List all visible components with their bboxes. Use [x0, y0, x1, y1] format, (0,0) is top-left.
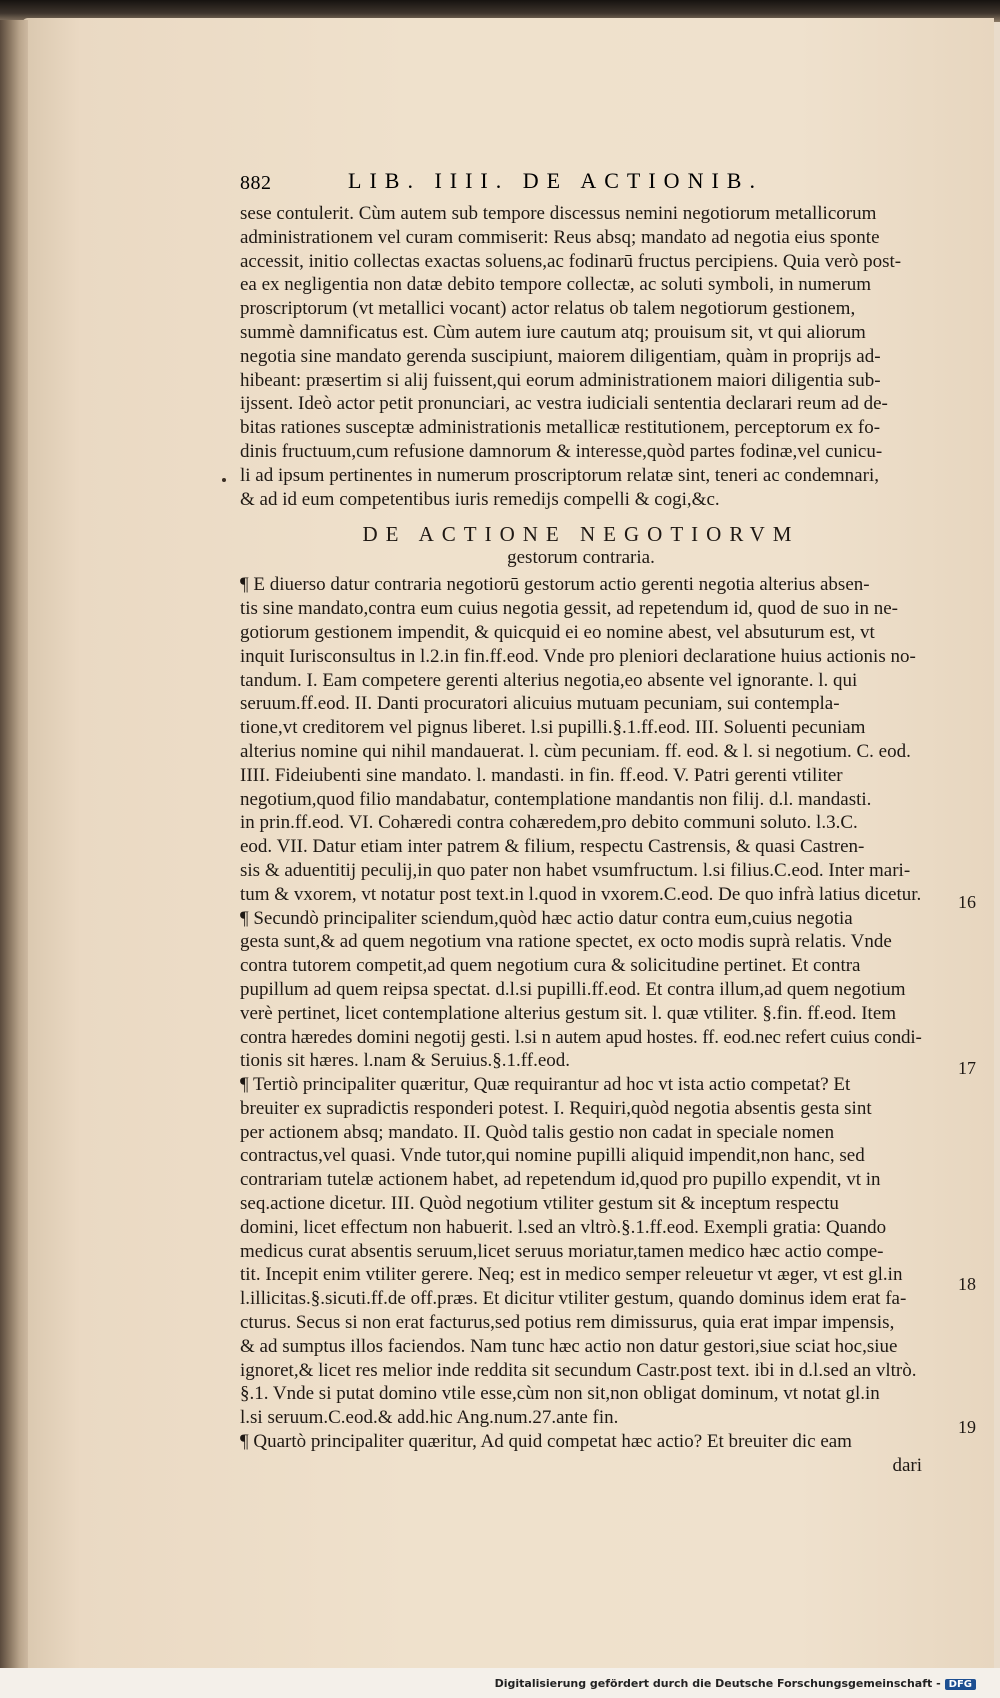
text-line: eod. VII. Datur etiam inter patrem & filium, respectu Castrensis, & quasi Castren- [240, 836, 865, 858]
digitization-credit [495, 1677, 976, 1690]
paragraph-3 [240, 907, 922, 1074]
margin-number-16: 16 [958, 892, 976, 912]
text-line: ¶ Quartò principaliter quæritur, Ad quid competat hæc actio? Et breuiter dic eam [240, 1431, 852, 1453]
book-edge [0, 20, 28, 1670]
text-line: per actionem absq; mandato. II. Quòd talis gestio non cadat in speciale nomen [240, 1121, 835, 1143]
text-line: ignoret,& licet res melior inde reddita sit secundum Castr.post text. ibi in d.l.sed an vltrò. [240, 1359, 917, 1381]
text-line: medicus curat absentis seruum,licet seruus moriatur,tamen medico hæc actio compe- [240, 1240, 884, 1262]
text-line: tionis sit hæres. l.nam & Seruius.§.1.ff.eod. [240, 1050, 571, 1072]
text-line: §.1. Vnde si putat domino vtile esse,cùm non sit,non obligat dominum, vt notat gl.in [240, 1383, 880, 1405]
text-line: contra hæredes domini negotij gesti. l.si n autem apud hostes. ff. eod.nec refert cuius condi- [240, 1026, 922, 1048]
text-line: ¶ Secundò principaliter sciendum,quòd hæc actio datur contra eum,cuius negotia [240, 907, 853, 929]
text-line: tione,vt creditorem vel pignus liberet. l.si pupilli.§.1.ff.eod. III. Soluenti pecuniam [240, 717, 866, 739]
text-line: ijssent. Ideò actor petit pronunciari, ac vestra iudiciali sententia declarari reum ad de- [240, 393, 888, 415]
paragraph-2 [240, 573, 922, 906]
text-line: contrariam tutelæ actionem habet, ad repetendum id,quod pro pupillo expendit, vt in [240, 1169, 881, 1191]
text-line: ea ex negligentia non datæ debito tempore collectæ, ac soluti symboli, in numerum [240, 274, 872, 296]
paragraph-1 [240, 202, 922, 511]
text-line: & ad sumptus illos faciendos. Nam tunc hæc actio non datur gestori,siue sciat hoc,siue [240, 1335, 898, 1357]
text-line: pupillum ad quem reipsa spectat. d.l.si pupilli.ff.eod. Et contra illum,ad quem negotium [240, 978, 906, 1000]
text-line: tandum. I. Eam competere gerenti alterius negotia,eo absente vel ignorante. l. qui [240, 669, 858, 691]
ink-dot [222, 478, 226, 482]
text-line: verè pertinet, licet contemplatione alterius gestum sit. l. quæ vtiliter. §.fin. ff.eod. Item [240, 1002, 897, 1024]
text-line: cturus. Secus si non erat facturus,sed potius rem dimissurus, quia erat impar impensis, [240, 1312, 895, 1334]
text-line: sese contulerit. Cùm autem sub tempore discessus nemini negotiorum metallicorum [240, 203, 877, 224]
text-line: bitas rationes susceptæ administrationis metallicæ restitutionem, perceptorum ex fo- [240, 417, 881, 439]
text-line: negotium,quod filio mandabatur, contemplatione mandantis non filij. d.l. mandasti. [240, 788, 872, 810]
page-body [240, 202, 922, 1478]
text-line: seq.actione dicetur. III. Quòd negotium vtiliter gestum sit & inceptum respectu [240, 1193, 839, 1215]
text-line: seruum.ff.eod. II. Danti procuratori alicuius mutuam pecuniam, sui contempla- [240, 693, 840, 715]
text-line: accessit, initio collectas exactas soluens,ac fodinarū fructus percipiens. Quia verò post- [240, 250, 902, 272]
page-number: 882 [240, 172, 272, 194]
text-line: IIII. Fideiubenti sine mandato. l. mandasti. in fin. ff.eod. V. Patri gerenti vtiliter [240, 764, 843, 786]
text-line: in prin.ff.eod. VI. Cohæredi contra cohæredem,pro debito communi soluto. l.3.C. [240, 812, 858, 834]
dfg-logo: DFG [945, 1679, 976, 1690]
margin-number-17: 17 [958, 1058, 976, 1078]
text-line: administrationem vel curam commiserit: Reus absq; mandato ad negotia eius sponte [240, 226, 880, 248]
text-line: dinis fructuum,cum refusione damnorum & interesse,quòd partes fodinæ,vel cunicu- [240, 440, 883, 462]
page-header [240, 168, 922, 200]
text-line: alterius nomine qui nihil mandauerat. l. cùm pecuniam. ff. eod. & l. si negotium. C. eod. [240, 740, 911, 762]
text-line: summè damnificatus est. Cùm autem iure cautum atq; prouisum sit, vt qui aliorum [240, 321, 866, 343]
text-line: gesta sunt,& ad quem negotium vna ratione spectet, ex octo modis suprà relatis. Vnde [240, 931, 892, 953]
text-line: l.illicitas.§.sicuti.ff.de off.præs. Et dicitur vtiliter gestum, quando dominus idem erat fa- [240, 1288, 907, 1310]
paragraph-5 [240, 1430, 922, 1478]
credit-text: Digitalisierung gefördert durch die Deutsche Forschungsgemeinschaft - [494, 1677, 941, 1690]
paragraph-4 [240, 1073, 922, 1430]
section-subtitle: gestorum contraria. [507, 547, 655, 569]
margin-number-18: 18 [958, 1274, 976, 1294]
running-head: LIB. IIII. DE ACTIONIB. [348, 168, 763, 193]
text-line: tum & vxorem, vt notatur post text.in l.quod in vxorem.C.eod. De quo infrà latius dicetur. [240, 883, 922, 905]
text-line: tis sine mandato,contra eum cuius negotia gessit, ad repetendum id, quod de suo in ne- [240, 598, 898, 620]
text-line: li ad ipsum pertinentes in numerum proscriptorum relatæ sint, teneri ac condemnari, [240, 464, 879, 486]
text-line: domini, licet effectum non habuerit. l.sed an vltrò.§.1.ff.eod. Exempli gratia: Quando [240, 1216, 887, 1238]
margin-number-19: 19 [958, 1417, 976, 1437]
text-line: ¶ E diuerso datur contraria negotiorū gestorum actio gerenti negotia alterius absen- [240, 574, 870, 596]
text-line: hibeant: præsertim si alij fuissent,qui eorum administrationem maiori diligentia sub- [240, 369, 881, 391]
text-line: & ad id eum competentibus iuris remedijs compelli & cogi,&c. [240, 488, 720, 510]
text-line: l.si seruum.C.eod.& add.hic Ang.num.27.ante fin. [240, 1407, 619, 1429]
text-line: sis & aduentitij peculij,in quo pater non habet vsumfructum. l.si filius.C.eod. Inter mari- [240, 859, 911, 881]
text-line: contractus,vel quasi. Vnde tutor,qui nomine pupilli aliquid impendit,non hanc, sed [240, 1145, 865, 1167]
text-line: gotiorum gestionem impendit, & quicquid ei eo nomine abest, vel absuturum est, vt [240, 621, 875, 643]
catchword: dari [892, 1454, 922, 1476]
text-line: ¶ Tertiò principaliter quæritur, Quæ requirantur ad hoc vt ista actio competat? Et [240, 1074, 851, 1096]
section-title: DE ACTIONE NEGOTIORVM [362, 522, 800, 547]
text-line: breuiter ex supradictis responderi potest. I. Requiri,quòd negotia absentis gesta sint [240, 1097, 872, 1119]
text-line: inquit Iurisconsultus in l.2.in fin.ff.eod. Vnde pro pleniori declaratione huius actionis no- [240, 645, 916, 667]
text-line: contra tutorem competit,ad quem negotium cura & solicitudine pertinet. Et contra [240, 955, 861, 977]
text-line: tit. Incepit enim vtiliter gerere. Neq; est in medico semper releuetur vt æger, vt est gl.in [240, 1264, 903, 1286]
text-line: proscriptorum (vt metallici vocant) actor relatus ob talem negotiorum gestionem, [240, 298, 856, 320]
text-line: negotia sine mandato gerenda suscipiunt, maiorem diligentiam, quàm in proprijs ad- [240, 345, 881, 367]
